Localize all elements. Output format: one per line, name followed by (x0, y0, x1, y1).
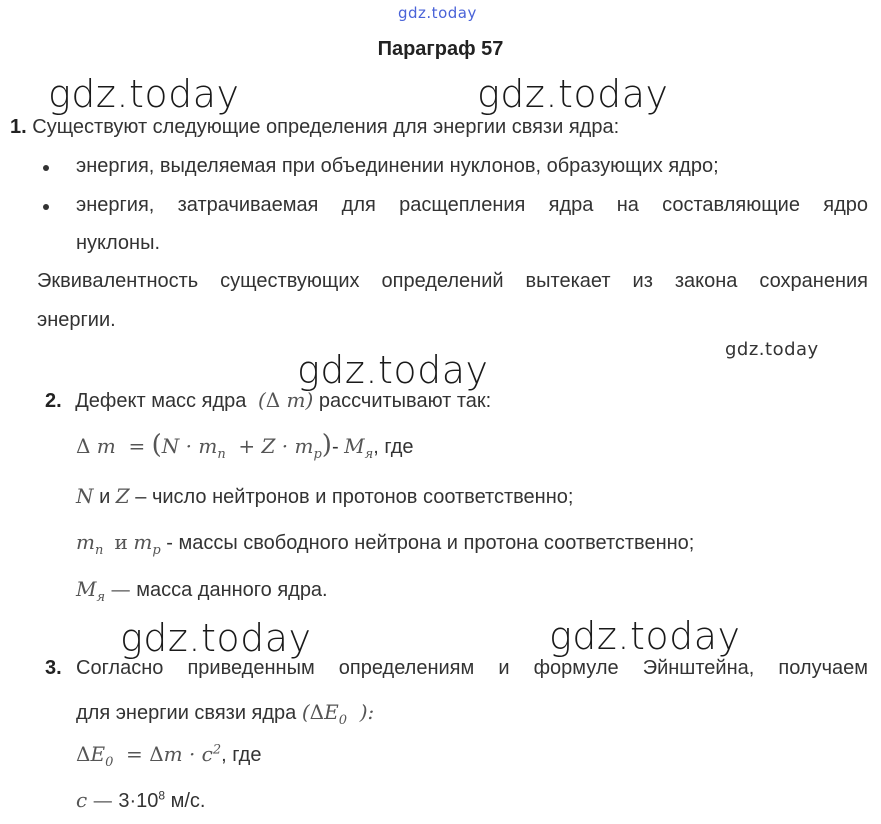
watermark: gdz.today (120, 616, 312, 660)
bullet-item: энергия, выделяемая при объединении нуклонов, образующих ядро; (76, 155, 719, 177)
watermark: gdz.today (477, 72, 669, 116)
bullet-dot (43, 204, 49, 210)
section-number: 1. (10, 116, 27, 138)
conclusion-line: Эквивалентность существующих определений вытекает из закона сохранения (37, 270, 868, 292)
section-3-line1 (45, 657, 62, 680)
watermark: gdz.today (48, 72, 240, 116)
section-3-line2: для энергии связи ядра ($\Delta E_0$ ): (76, 700, 375, 728)
bullet-item-line: нуклоны. (76, 232, 161, 254)
light-speed-value: c — $3\cdot 10^8$ м/с. (76, 788, 206, 812)
mass-defect-formula: Δ $m = (N \cdot m_n + Z \cdot m_p)-$ $M_я$, где (76, 430, 414, 462)
page-title: Параграф 57 (377, 38, 504, 60)
nucleus-mass-definition: $M_я$ — масса данного ядра. (76, 577, 328, 605)
mnp-definition: $m_n$ и $m_p$ - массы свободного нейтрона и протона соответственно; (76, 530, 695, 558)
section-2-intro (45, 388, 491, 413)
binding-energy-formula: $\Delta E_0 = \Delta m \cdot c^2$, где (76, 742, 262, 770)
intro-text: рассчитывают так: (318, 390, 492, 412)
section-number: 3. (45, 657, 62, 679)
delta-m-symbol: (Δ m) (257, 388, 314, 412)
conclusion-line: энергии. (37, 309, 116, 331)
watermark: gdz.today (549, 614, 741, 658)
intro-text: Дефект масс ядра (75, 390, 247, 412)
section-3-text: Согласно приведенным определениям и формуле Эйнштейна, получаем (76, 657, 868, 679)
bullet-item-line: энергия, затрачиваемая для расщепления ядра на составляющие ядро (76, 194, 868, 216)
section-number: 2. (45, 390, 62, 412)
watermark: gdz.today (725, 339, 819, 360)
bullet-dot (43, 165, 49, 171)
section-1-intro (10, 116, 619, 139)
watermark-top: gdz.today (398, 4, 477, 22)
nz-definition: N и Z – число нейтронов и протонов соответственно; (76, 484, 574, 508)
watermark: gdz.today (297, 348, 489, 392)
intro-text: Существуют следующие определения для энергии связи ядра: (32, 116, 620, 138)
